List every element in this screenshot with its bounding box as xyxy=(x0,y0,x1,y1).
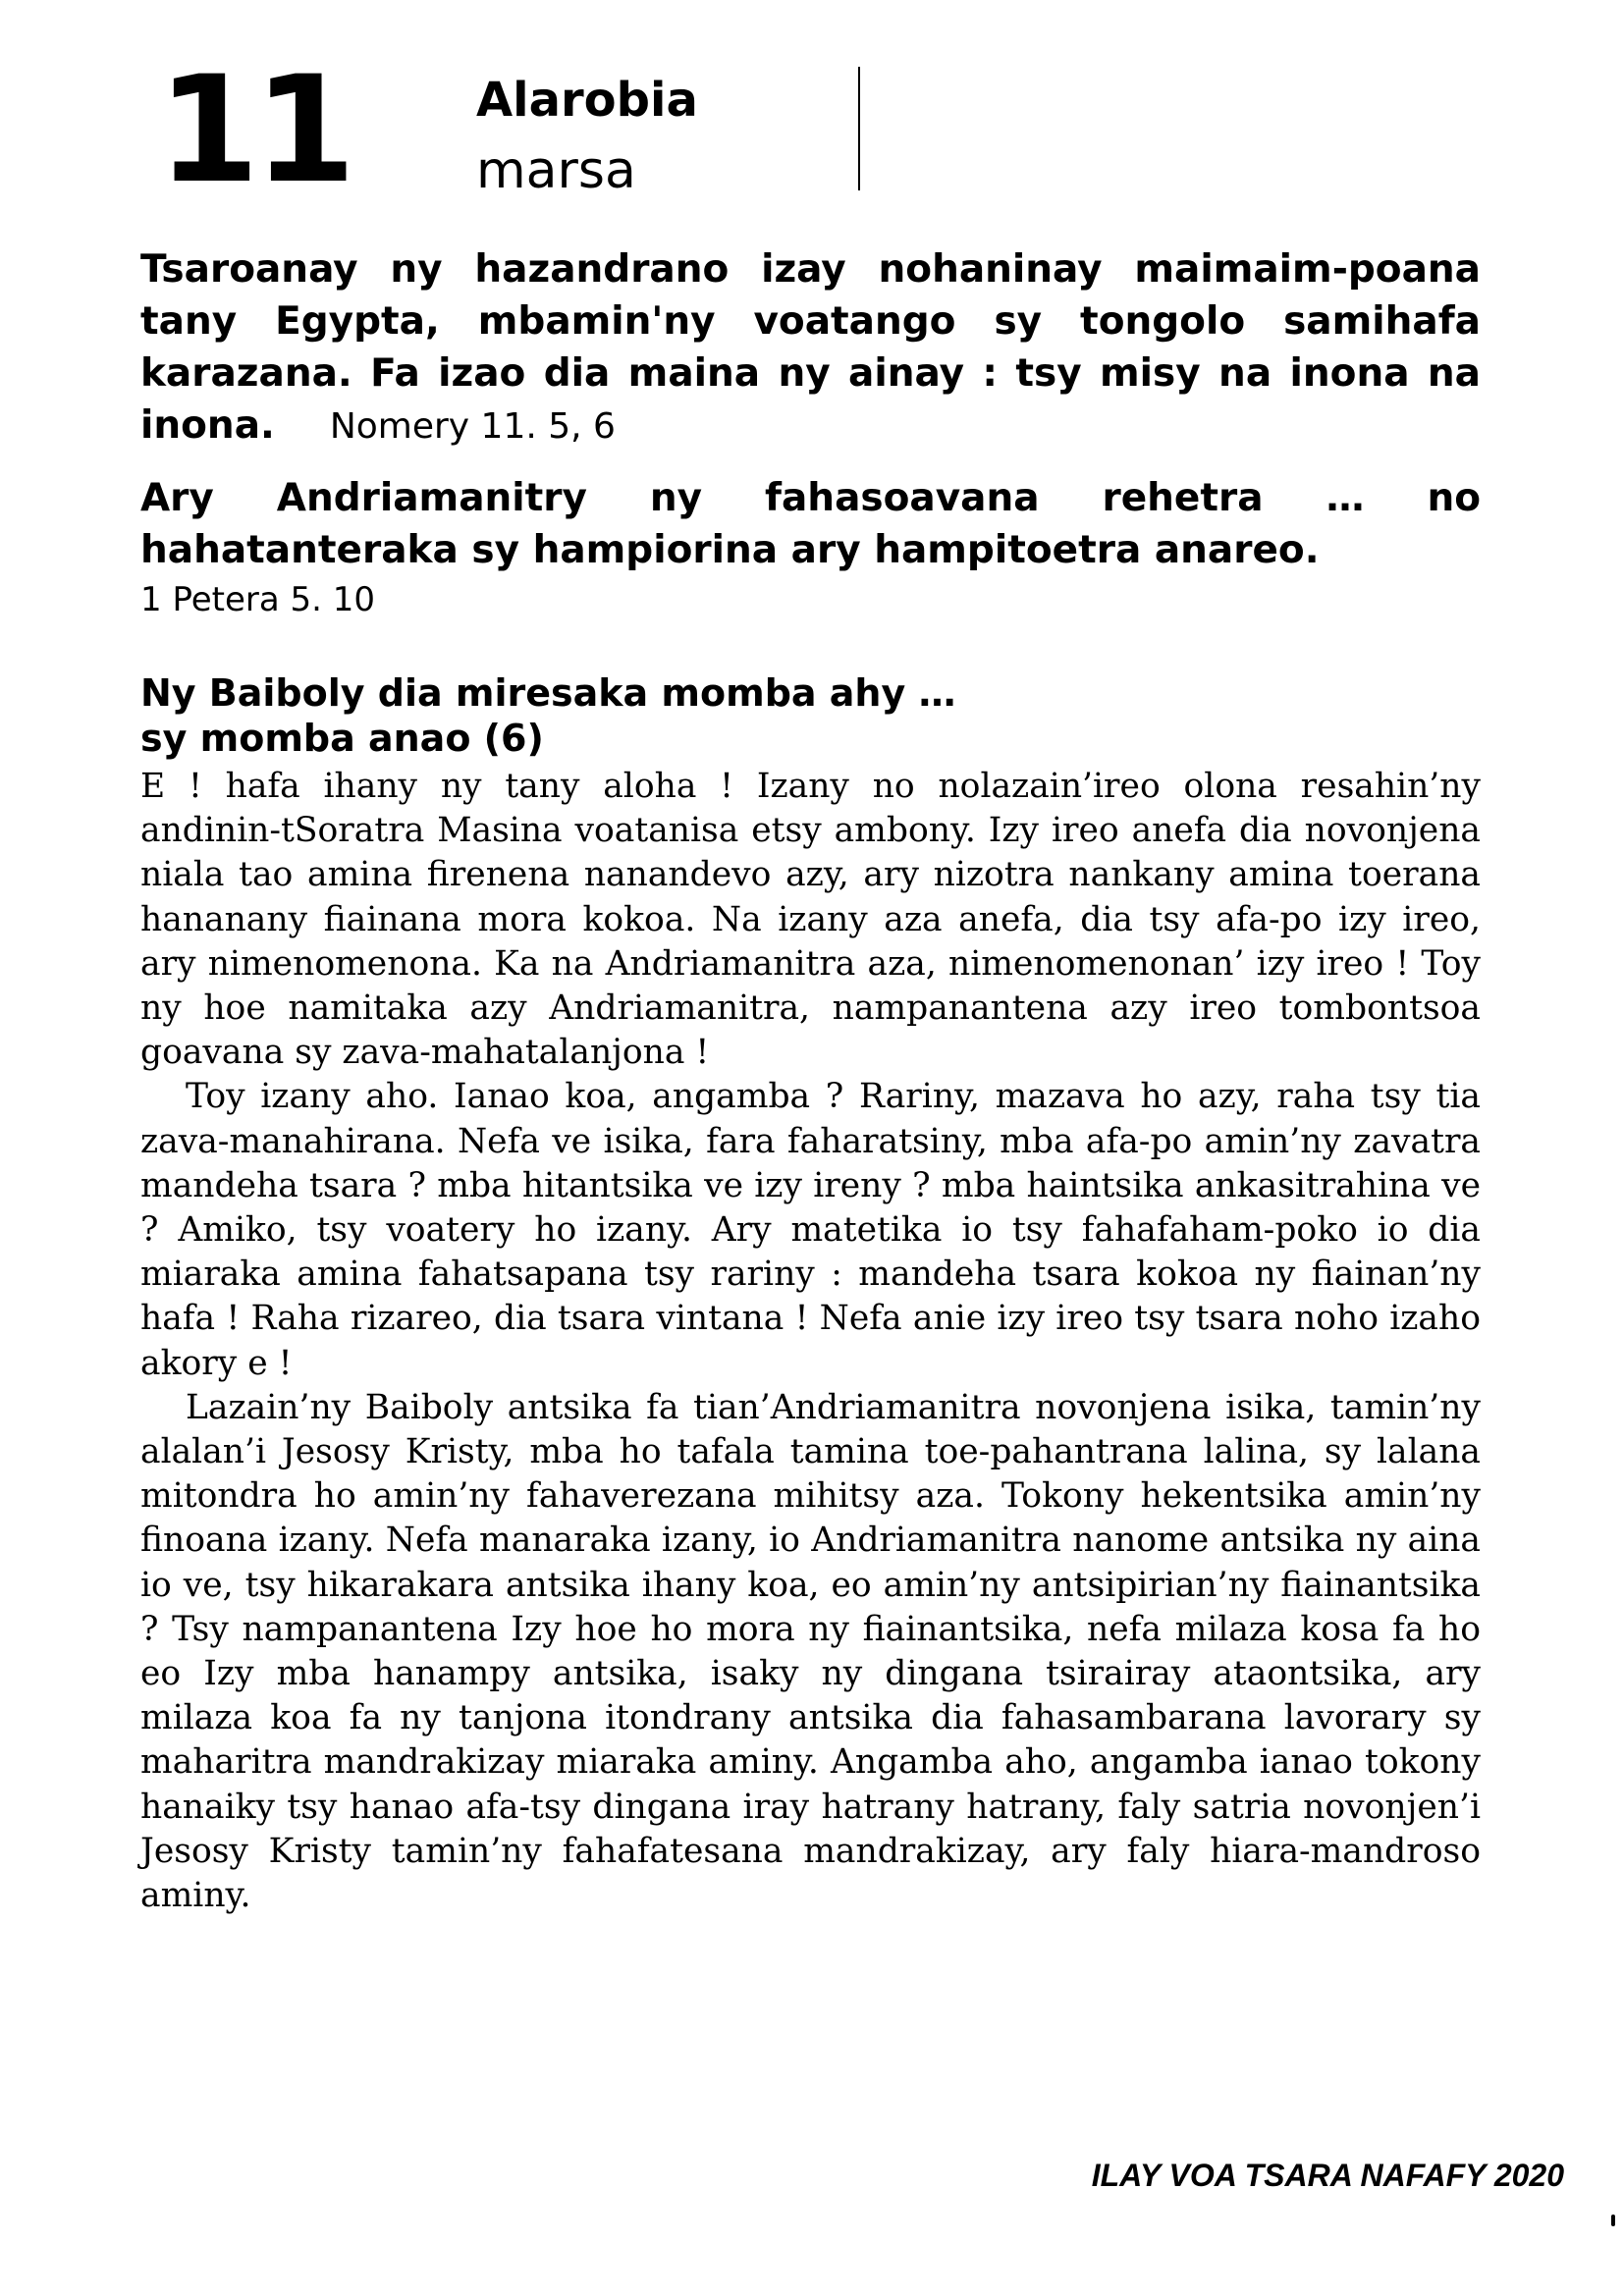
weekday: Alarobia xyxy=(476,73,698,128)
article-heading-line-1: Ny Baiboly dia miresaka momba ahy … xyxy=(140,671,956,715)
verse-quote-1-text: Tsaroanay ny hazandrano izay nohaninay maimaim-poana tany Egypta, mbamin'ny voatango sy tongolo samihafa karazana. Fa izao dia maina ny ainay : tsy misy na inona na inona. xyxy=(140,247,1481,448)
verse-quote-1 xyxy=(140,243,1481,453)
page-content xyxy=(140,243,1481,1918)
month: marsa xyxy=(476,141,636,200)
page-edge-mark xyxy=(1611,2215,1615,2226)
body-paragraph-2: Toy izany aho. Ianao koa, angamba ? Rariny, mazava ho azy, raha tsy tia zava-manahirana. Nefa ve isika, fara faharatsiny, mba afa-po amin’ny zavatra mandeha tsara ? mba hitantsika ve izy ireny ? mba haintsika ankasitrahina ve ? Amiko, tsy voatery ho izany. Ary matetika io tsy fahafaham-poko io dia miaraka amina fahatsapana tsy rariny : mandeha tsara kokoa ny fiainan’ny hafa ! Raha rizareo, dia tsara vintana ! Nefa anie izy ireo tsy tsara noho izaho akory e ! xyxy=(140,1077,1481,1383)
day-number: 11 xyxy=(157,45,351,216)
body-paragraph-3: Lazain’ny Baiboly antsika fa tian’Andriamanitra novonjena isika, tamin’ny alalan’i Jesosy Kristy, mba ho tafala tamina toe-pahantrana lalina, sy lalana mitondra ho amin’ny fahaverezana mihitsy aza. Tokony hekentsika amin’ny finoana izany. Nefa manaraka izany, io Andriamanitra nanome antsika ny aina io ve, tsy hikarakara antsika ihany koa, eo amin’ny antsipirian’ny fiainantsika ? Tsy nampanantena Izy hoe ho mora ny fiainantsika, nefa milaza kosa fa ho eo Izy mba hanampy antsika, isaky ny dingana tsirairay ataontsika, ary milaza koa fa ny tanjona itondrany antsika dia fahasambarana lavorary sy maharitra mandrakizay miaraka aminy. Angamba aho, angamba ianao tokony hanaiky tsy hanao afa-tsy dingana iray hatrany hatrany, faly satria novonjen’i Jesosy Kristy tamin’ny fahafatesana mandrakizay, ary faly hiara-mandroso aminy. xyxy=(140,1387,1481,1916)
footer-publication: ILAY VOA TSARA NAFAFY 2020 xyxy=(1091,2158,1564,2193)
body-paragraph-1: E ! hafa ihany ny tany aloha ! Izany no nolazain’ireo olona resahin’ny andinin-tSoratra Masina voatanisa etsy ambony. Izy ireo anefa dia novonjena niala tao amina firenena nanandevo azy, ary nizotra nankany amina toerana hananany fiainana mora kokoa. Na izany aza anefa, dia tsy afa-po izy ireo, ary nimenomenona. Ka na Andriamanitra aza, nimenomenonan’ izy ireo ! Toy ny hoe namitaka azy Andriamanitra, nampanantena azy ireo tombontsoa goavana sy zava-mahatalanjona ! xyxy=(140,767,1481,1073)
date-header xyxy=(157,45,884,216)
verse-quote-2-reference: 1 Petera 5. 10 xyxy=(140,580,376,619)
verse-quote-1-reference: Nomery 11. 5, 6 xyxy=(329,406,616,447)
article-heading-line-2: sy momba anao (6) xyxy=(140,717,544,760)
article-heading xyxy=(140,670,1481,761)
header-divider xyxy=(858,67,860,190)
verse-quote-2: Ary Andriamanitry ny fahasoavana rehetra … no hahatanteraka sy hampiorina ary hampitoetra anareo. xyxy=(140,476,1481,572)
